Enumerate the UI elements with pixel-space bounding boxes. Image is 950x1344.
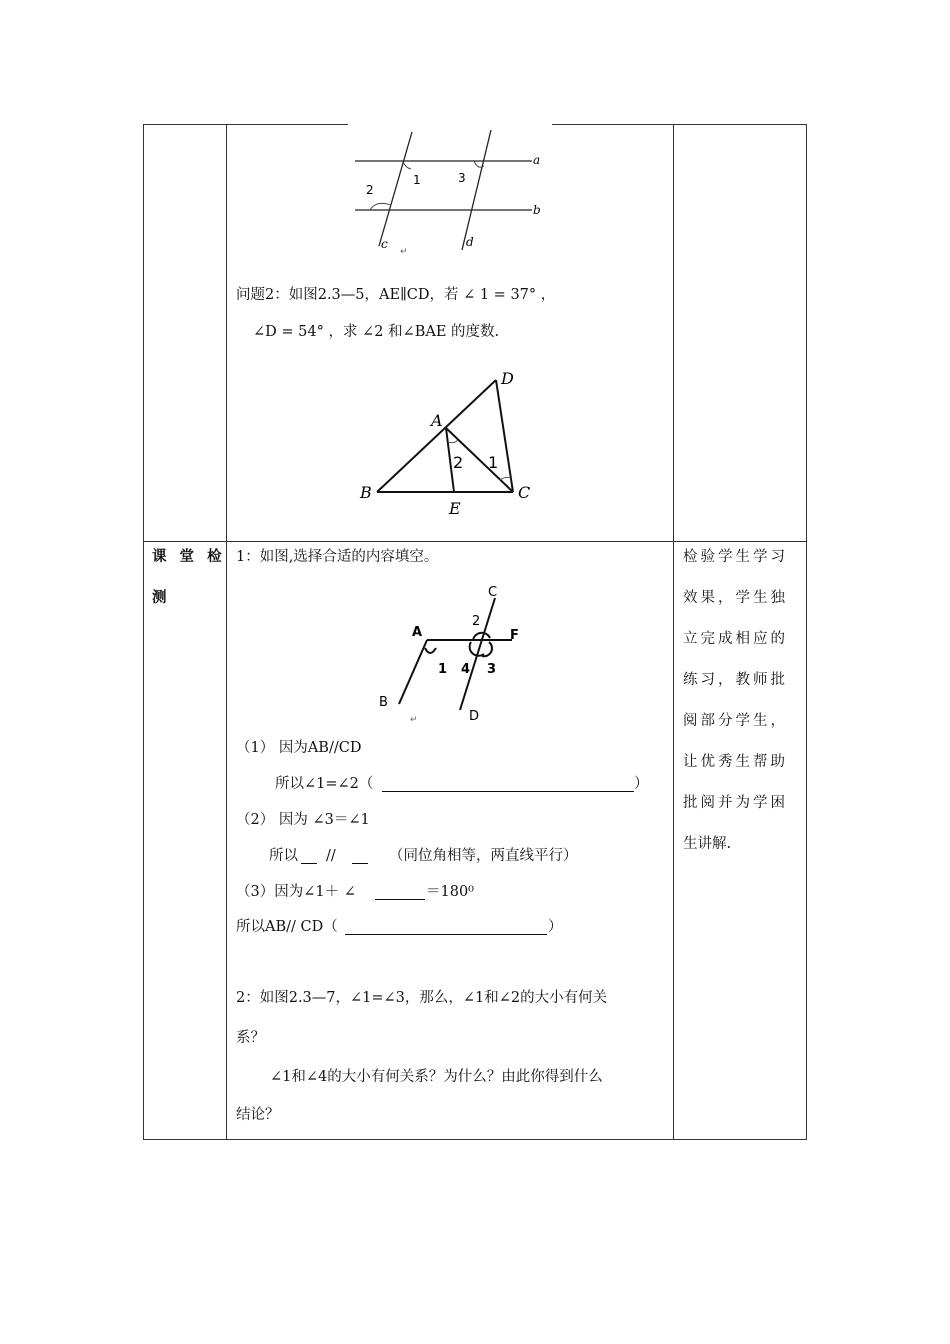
question2-line2: 系？ [236,1030,265,1046]
segment-DC [496,380,513,492]
label-B: B [379,695,388,710]
label-D: D [501,369,514,388]
table-top-border-right [552,124,807,125]
parallel-lines-figure [350,126,550,256]
q1-part1-conclusion-pre: 所以∠1=∠2（ [275,776,374,792]
angle-1-arc [425,648,436,653]
angle-1-arc [500,477,511,480]
q1-part1-conclusion-post: ） [634,776,649,792]
table-bottom-border [143,1139,807,1140]
problem2-line1: 问题2：如图2.3—5，AE∥CD，若 ∠ 1 = 37° ， [236,287,556,303]
q1-part2-premise: （2） 因为 ∠3＝∠1 [236,812,370,828]
angle-2-arc [370,203,391,210]
label-b: b [533,203,541,217]
label-C: C [518,483,531,502]
remark-line-7: 批阅并为学困 [683,795,788,811]
label-a: a [533,153,541,167]
question1-title: 1：如图,选择合适的内容填空。 [236,549,439,565]
return-mark-icon: ↵ [400,247,408,256]
problem2-line2: ∠D = 54° ，求 ∠2 和∠BAE 的度数. [253,324,500,340]
remark-line-3: 立完成相应的 [683,631,788,647]
label-F: F [510,628,519,643]
return-mark-icon: ↵ [410,715,418,725]
line-d [462,130,491,250]
q1-part3-conclusion-post: ） [548,919,563,935]
q1-part3-answer-blank[interactable] [345,934,547,935]
remark-line-2: 效果，学生独 [683,590,788,606]
table-col-divider-1 [226,124,227,1140]
angle-2-arc [448,440,458,443]
label-2: 2 [453,453,464,472]
label-c: c [381,237,388,251]
remark-line-5: 阅部分学生， [683,713,788,729]
label-d: d [466,235,474,249]
label-2: 2 [366,183,374,197]
question2-line1: 2：如图2.3—7，∠1=∠3，那么，∠1和∠2的大小有何关 [236,990,608,1006]
label-2: 2 [472,614,481,629]
q1-part1-premise: （1） 因为AB//CD [236,740,362,756]
segment-BD [377,380,499,492]
label-1: 1 [438,662,448,677]
remark-line-6: 让优秀生帮助 [683,754,788,770]
remark-line-8: 生讲解. [683,836,732,852]
angle-figure [372,582,532,727]
table-top-border-left [143,124,348,125]
q1-part3-conclusion-pre: 所以AB// CD（ [236,919,338,935]
remark-line-4: 练习，教师批 [683,672,788,688]
table-col-divider-2 [673,124,674,1140]
label-A: A [431,411,443,430]
label-B: B [360,483,372,502]
label-3: 3 [458,171,466,185]
line-c [379,132,412,246]
label-4: 4 [461,662,471,677]
label-1: 1 [413,173,421,187]
question2-line4: 结论？ [236,1107,280,1123]
q1-part2-reason: （同位角相等，两直线平行） [389,848,578,864]
q1-part2-parallel-symbol: // [326,848,336,864]
section-label-line2: 测 [152,589,167,606]
q1-part3-premise-post: ＝180⁰ [426,884,474,900]
q1-part1-answer-blank[interactable] [382,791,634,792]
label-A: A [412,625,423,640]
triangle-figure [355,364,555,524]
q1-part3-premise-pre: （3）因为∠1＋ ∠ [236,884,356,900]
label-3: 3 [487,662,497,677]
segment-AB [399,640,427,704]
label-C: C [488,585,498,600]
angle-1-arc [403,162,411,169]
q1-part2-blank-1[interactable] [301,863,317,864]
question2-line3: ∠1和∠4的大小有何关系？为什么？由此你得到什么 [270,1069,603,1085]
q1-part2-conclusion-pre: 所以 [269,848,298,864]
table-left-border [143,124,144,1140]
remark-line-1: 检验学生学习 [683,549,788,565]
table-row-divider [143,541,807,542]
q1-part2-blank-2[interactable] [352,863,368,864]
label-1: 1 [488,453,499,472]
label-E: E [449,499,461,518]
table-right-border [806,124,807,1140]
q1-part3-angle-blank[interactable] [375,899,425,900]
section-label-line1: 课 堂 检 [152,548,226,565]
label-D: D [469,709,480,724]
